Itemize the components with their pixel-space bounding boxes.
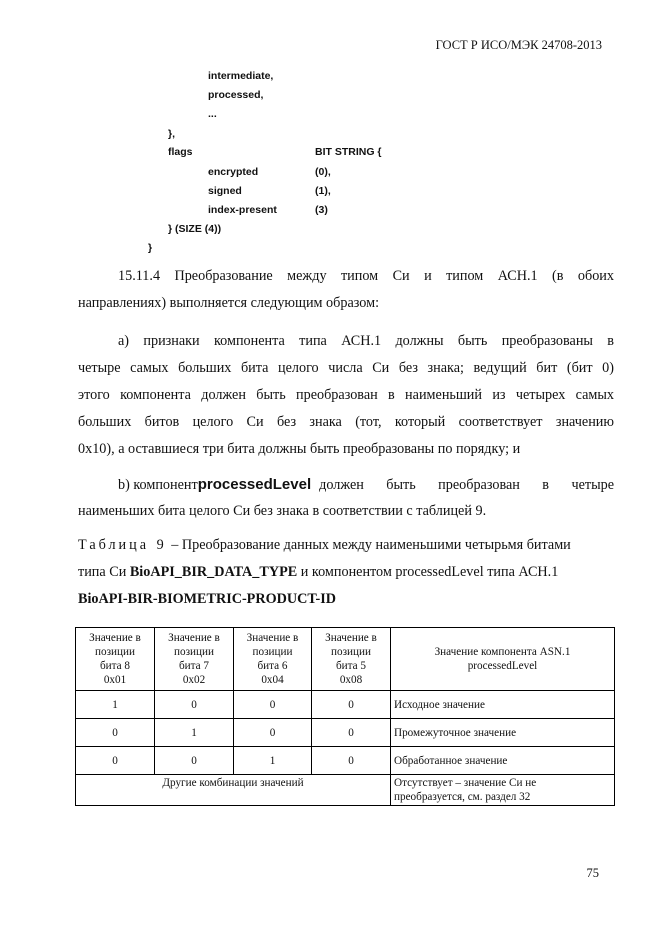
table-cell: Отсутствует – значение Си не преобразуется, см. раздел 32 — [391, 775, 615, 806]
table-header-cell: Значение в позиции бита 7 0x02 — [155, 628, 234, 691]
table-cell: 0 — [312, 691, 391, 719]
page-number: 75 — [586, 866, 599, 880]
paragraph-text: b) компонент — [118, 477, 198, 493]
table-header-cell: Значение в позиции бита 8 0x01 — [76, 628, 155, 691]
table-cell: 0 — [234, 719, 312, 747]
caption-bold-type: BioAPI_BIR_DATA_TYPE — [129, 564, 298, 580]
conversion-table — [75, 627, 615, 806]
table-row — [76, 747, 615, 775]
code-line: ... — [208, 108, 217, 120]
table-cell: 0 — [234, 691, 312, 719]
table-header-cell: Значение в позиции бита 5 0x08 — [312, 628, 391, 691]
code-signed-name: signed — [208, 185, 242, 197]
paragraph-line: больших битов целого Си без знака (тот, который соответствует значению — [78, 414, 614, 430]
paragraph-line: а) признаки компонента типа АСН.1 должны быть преобразованы в — [118, 333, 614, 349]
caption-text: типа Си — [78, 564, 127, 580]
table-row — [76, 719, 615, 747]
table-cell: 0 — [312, 747, 391, 775]
document-header: ГОСТ Р ИСО/МЭК 24708-2013 — [435, 38, 602, 52]
paragraph-line: четыре самых больших бита целого числа Си без знака; ведущий бит (бит 0) — [78, 360, 614, 376]
caption-text: и компонентом processedLevel типа АСН.1 — [300, 564, 559, 580]
code-encrypted-name: encrypted — [208, 166, 259, 178]
code-flags-name: flags — [168, 146, 193, 158]
code-size-line: } (SIZE (4)) — [168, 223, 222, 235]
paragraph-line: наименьших бита целого Си без знака в соответствии с таблицей 9. — [78, 503, 487, 519]
code-line: }, — [168, 128, 176, 140]
table-cell: 1 — [76, 691, 155, 719]
table-cell: Исходное значение — [391, 691, 615, 719]
paragraph-text: должен быть преобразован в четыре — [319, 477, 614, 493]
paragraph-line: 15.11.4 Преобразование между типом Си и типом АСН.1 (в обоих — [118, 268, 614, 284]
table-cell: 0 — [312, 719, 391, 747]
caption-text: – Преобразование данных между наименьшими четырьмя битами — [171, 537, 571, 553]
table-cell: 0 — [155, 691, 234, 719]
table-header-cell: Значение в позиции бита 6 0x04 — [234, 628, 312, 691]
code-encrypted-value: (0), — [315, 166, 331, 178]
table-cell: Промежуточное значение — [391, 719, 615, 747]
table-cell: 0 — [76, 719, 155, 747]
table-cell: Другие комбинации значений — [76, 775, 391, 806]
paragraph-line: этого компонента должен быть преобразован в наименьший из четырех самых — [78, 387, 614, 403]
table-row — [76, 775, 615, 806]
code-signed-value: (1), — [315, 185, 331, 197]
code-flags-type: BIT STRING { — [315, 146, 382, 158]
table-header-cell: Значение компонента ASN.1 processedLevel — [391, 628, 615, 691]
table-cell: 1 — [155, 719, 234, 747]
table-cell: Обработанное значение — [391, 747, 615, 775]
code-index-name: index-present — [208, 204, 277, 216]
caption-number: 9 — [156, 537, 164, 553]
processedlevel-keyword: processedLevel — [197, 476, 312, 493]
paragraph-line: 0x10), а оставшиеся три бита должны быть преобразованы по порядку; и — [78, 441, 521, 457]
caption-bold-type: BioAPI-BIR-BIOMETRIC-PRODUCT-ID — [78, 591, 337, 607]
code-close: } — [148, 242, 153, 254]
code-line: processed, — [208, 89, 264, 101]
code-line: intermediate, — [208, 70, 274, 82]
table-cell: 1 — [234, 747, 312, 775]
caption-label: Таблица — [78, 537, 150, 553]
paragraph-line: направлениях) выполняется следующим образом: — [78, 295, 380, 311]
code-index-value: (3) — [315, 204, 328, 216]
table-cell: 0 — [76, 747, 155, 775]
table-row — [76, 691, 615, 719]
table-header-row — [76, 628, 615, 691]
table-cell: 0 — [155, 747, 234, 775]
